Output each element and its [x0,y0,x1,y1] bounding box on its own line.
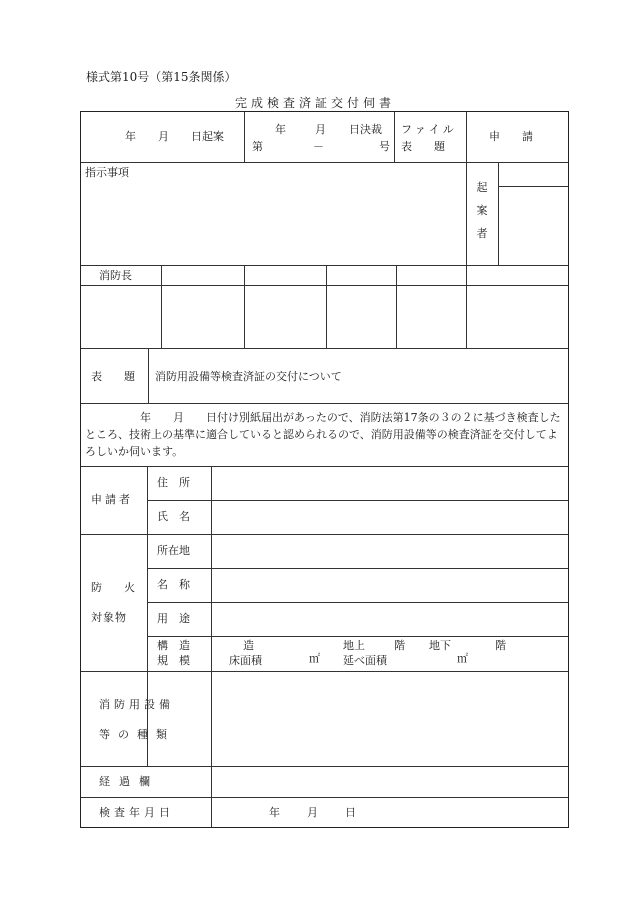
inspection-day: 日 [345,806,356,819]
divider [81,466,568,467]
divider [466,162,467,265]
divider [81,534,568,535]
application-label: 申 請 [489,130,533,143]
number-dash: － [313,140,324,153]
file-label-bottom: 表 題 [401,140,445,153]
number-prefix: 第 [252,140,263,153]
divider [466,112,467,162]
divider [81,162,568,163]
sqm-unit-2: ㎡ [457,652,468,665]
divider [244,112,245,162]
divider [498,186,568,187]
divider [161,265,162,348]
structure-label: 構 造 [157,639,190,652]
inspection-date-label: 検査年月日 [99,806,174,819]
equipment-label-line1: 消防用設備 [99,698,174,711]
divider [81,285,568,286]
address-label: 住 所 [157,476,190,489]
subject-label: 表 題 [91,370,135,383]
scale-label: 規 模 [157,654,190,667]
total-area-label: 延べ面積 [343,654,387,667]
approved-year-label: 年 [275,123,286,136]
divider [498,162,499,265]
applicant-label: 申請者 [91,493,133,506]
divider [396,265,397,348]
below-ground-label: 地下 [429,639,451,652]
floor-area-label: 床面積 [229,654,262,667]
drafted-date-label: 年 月 日起案 [125,130,224,143]
equipment-label-line2: 等の種類 [99,728,175,741]
subject-value: 消防用設備等検査済証の交付について [155,370,342,383]
file-label-top: ファイル [401,123,457,136]
divider [244,265,245,348]
use-label: 用 途 [157,612,190,625]
name-label: 氏 名 [157,510,190,523]
building-label-line2: 対象物 [91,611,127,624]
location-label: 所在地 [157,544,190,557]
divider [81,348,568,349]
divider [394,112,395,162]
divider [81,797,568,798]
floors-label-1: 階 [394,639,405,652]
floors-label-2: 階 [495,639,506,652]
divider [81,671,568,672]
divider [326,265,327,348]
number-suffix: 号 [379,140,390,153]
divider [81,265,568,266]
divider [211,466,212,671]
progress-label: 経過欄 [99,775,159,788]
divider [466,265,467,348]
drafter-label: 起案者 [476,181,488,240]
above-ground-label: 地上 [343,639,365,652]
structure-text: 造 [243,639,254,652]
divider [147,466,148,766]
request-paragraph: 年 月 日付け別紙届出があったので、消防法第17条の３の２に基づき検査したところ、技術上の基準に適合していると認められるので、消防用設備等の検査済証を交付してよろしいか伺います。 [85,411,561,458]
building-name-label: 名 称 [157,578,190,591]
sqm-unit-1: ㎡ [309,652,320,665]
divider [81,766,568,767]
inspection-year: 年 [269,806,280,819]
instructions-label: 指示事項 [85,166,129,179]
form-number: 様式第10号（第15条関係） [86,70,237,84]
divider [211,671,212,797]
document-title: 完成検査済証交付伺書 [234,96,395,110]
approved-day-label: 日決裁 [349,123,382,136]
divider [81,403,568,404]
fire-chief-label: 消防長 [99,269,132,282]
approved-month-label: 月 [315,123,326,136]
building-label-line1: 防 火 [91,581,135,594]
inspection-month: 月 [307,806,318,819]
divider [211,797,212,827]
divider [148,348,149,403]
form-table [80,111,569,828]
